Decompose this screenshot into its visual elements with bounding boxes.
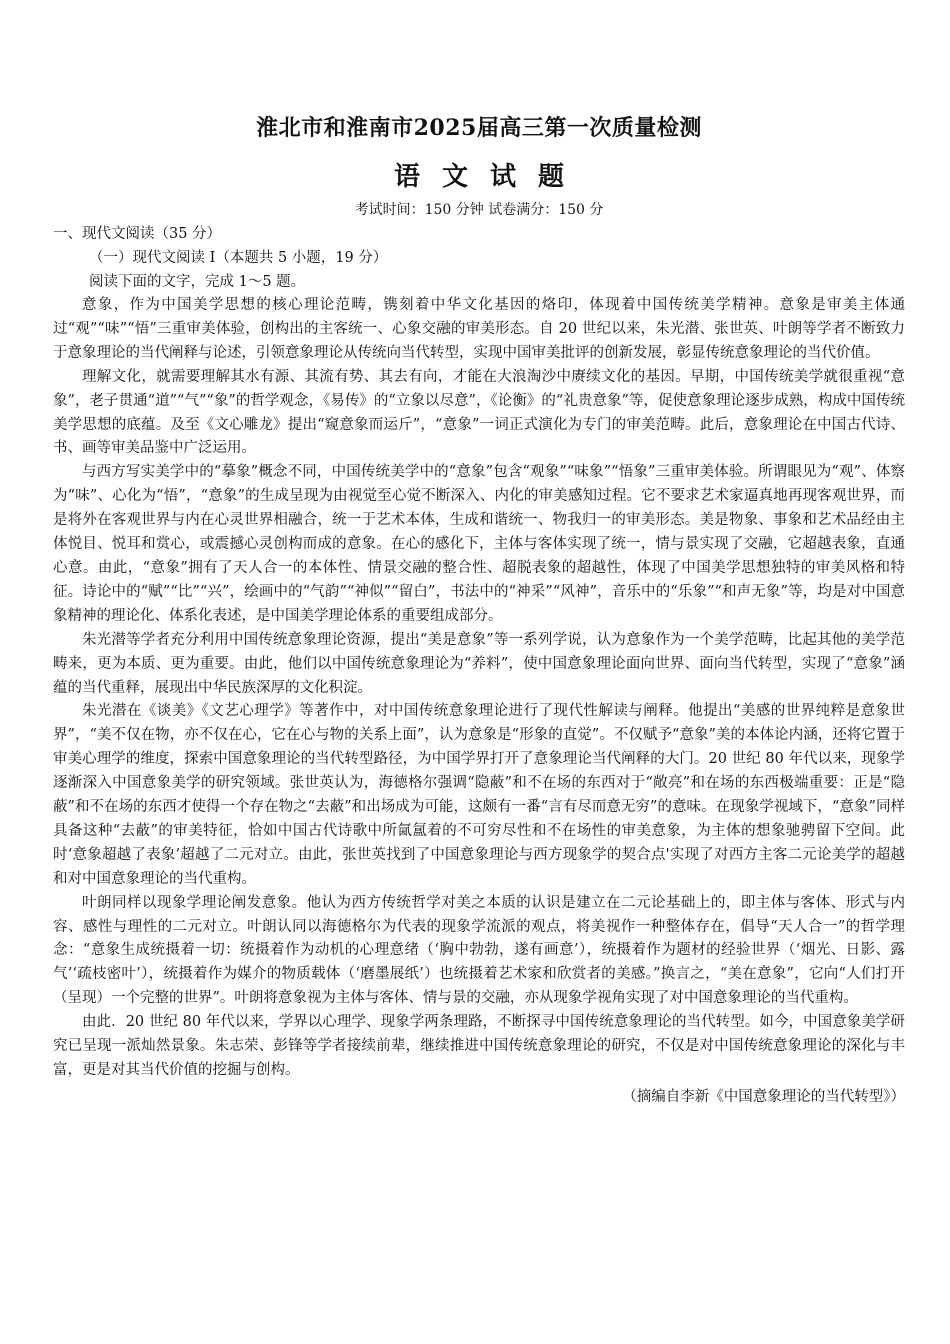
passage-paragraph-6: 叶朗同样以现象学理论阐发意象。他认为西方传统哲学对美之本质的认识是建立在二元论基础上的，即主体与客体、形式与内容、感性与理性的二元对立。叶朗认同以海德格尔为代表的现象学流派的观点，将美视作一种整体存在，倡导“天人合一”的哲学理念：“意象生成统摄着一切：统摄着作为动机的心理意绪（‘胸中勃勃，遂有画意’），统摄着作为题材的经验世界（‘烟光、日影、露气’‘疏枝密叶’），统摄着作为媒介的物质载体（‘磨墨展纸’）也统摄着艺术家和欣赏者的美感。”换言之，“美在意象”，它向“人们打开（呈现）一个完整的世界”。叶朗将意象视为主体与客体、情与景的交融，亦从现象学视角实现了对中国意象理论的当代重构。 [53, 894, 905, 1007]
passage-paragraph-7: 由此．20 世纪 80 年代以来，学界以心理学、现象学两条理路，不断探寻中国传统意象理论的当代转型。如今，中国意象美学研究已呈现一派灿然景象。朱志荣、彭锋等学者接续前辈，继续推进中国传统意象理论的研究，不仅是对中国传统意象理论的深化与丰富，更是对其当代价值的挖掘与创构。 [53, 1014, 905, 1078]
exam-page [53, 112, 905, 1109]
section-heading: 一、现代文阅读（35 分） [53, 226, 222, 242]
subsection-heading: （一）现代文阅读 I（本题共 5 小题，19 分） [89, 250, 388, 266]
passage-paragraph-4: 朱光潜等学者充分利用中国传统意象理论资源，提出“美是意象”等一系列学说，认为意象作为一个美学范畴，比起其他的美学范畴来，更为本质、更为重要。由此，他们以中国传统意象理论为“养料”，使中国意象理论面向世界、面向当代转型，实现了“意象”涵蕴的当代重释，展现出中华民族深厚的文化积淀。 [53, 631, 905, 696]
passage-source: （摘编自李新《中国意象理论的当代转型》） [622, 1088, 905, 1105]
passage-paragraph-3: 与西方写实美学中的“摹象”概念不同，中国传统美学中的“意象”包含“观象”“味象”“悟象”三重审美体验。所谓眼见为“观”、体察为“味”、心化为“悟”，“意象”的生成呈现为由视觉至心觉不断深入、内化的审美感知过程。它不要求艺术家逼真地再现客观世界，而是将外在客观世界与内在心灵世界相融合，统一于艺术本体，生成和谐统一、物我归一的审美形态。美是物象、事象和艺术品经由主体悦目、悦耳和赏心，或震撼心灵创构而成的意象。在心的感化下，主体与客体实现了统一，情与景实现了交融，它超越表象，直通心意。由此，“意象”拥有了天人合一的本体性、情景交融的整合性、超脱表象的超越性，体现了中国美学思想独特的审美风格和特征。诗论中的“赋”“比”“兴”，绘画中的“气韵”“神似”“留白”，书法中的“神采”“风神”，音乐中的“乐象”“和声无象”等，均是对中国意象精神的理论化、体系化表述，是中国美学理论体系的重要组成部分。 [53, 464, 905, 624]
subject-title: 语文试题 [393, 162, 586, 192]
passage-paragraph-5: 朱光潜在《谈美》《文艺心理学》等著作中，对中国传统意象理论进行了现代性解读与阐释。他提出“美感的世界纯粹是意象世界”，“美不仅在物，亦不仅在心，它在心与物的关系上面”，认为意象是“形象的直觉”。不仅赋予“意象”美的本体论内涵，还将它置于审美心理学的维度，探索中国意象理论的当代转型路径，为中国学界打开了意象理论当代阐释的大门。20 世纪 80 年代以来，现象学逐渐深入中国意象美学的研究领域。张世英认为，海德格尔强调“隐蔽”和不在场的东西对于“敞亮”和在场的东西极端重要：正是“隐蔽”和不在场的东西才使得一个存在物之“去蔽”和出场成为可能，这颇有一番“言有尽而意无穷”的意味。在现象学视域下，“意象”同样具备这种“去蔽”的审美特征，恰如中国古代诗歌中所氤氲着的不可穷尽性和不在场性的审美意象，为主体的想象驰骋留下空间。此时‘意象超越了表象’超越了二元对立。由此，张世英找到了中国意象理论与西方现象学的契合点'实现了对西方主客二元论美学的超越和对中国意象理论的当代重构。 [53, 703, 905, 887]
exam-title: 淮北市和淮南市2025届高三第一次质量检测 [256, 115, 702, 141]
reading-instruction: 阅读下面的文字，完成 1～5 题。 [89, 274, 306, 290]
passage-paragraph-1: 意象，作为中国美学思想的核心理论范畴，镌刻着中华文化基因的烙印，体现着中国传统美学精神。意象是审美主体通过“观”“味”“悟”三重审美体验，创构出的主客统一、心象交融的审美形态。自 20 世纪以来，朱光潜、张世英、叶朗等学者不断致力于意象理论的当代阐释与论述，引领意象理论从传统向当代转型，实现中国审美批评的创新发展，彰显传统意象理论的当代价值。 [53, 297, 905, 361]
exam-info: 考试时间：150 分钟 试卷满分：150 分 [354, 202, 604, 218]
passage-paragraph-2: 理解文化，就需要理解其水有源、其流有势、其去有向，才能在大浪淘沙中赓续文化的基因。早期，中国传统美学就很重视“意象”，老子贯通“道”“气”“象”的哲学观念，《易传》的“立象以尽意”，《论衡》的“礼贵意象”等，促使意象理论逐步成熟，构成中国传统美学思想的底蕴。及至《文心雕龙》提出“窥意象而运斤”，“意象”一词正式演化为专门的审美范畴。此后，意象理论在中国古代诗、书、画等审美品鉴中广泛运用。 [53, 368, 905, 457]
